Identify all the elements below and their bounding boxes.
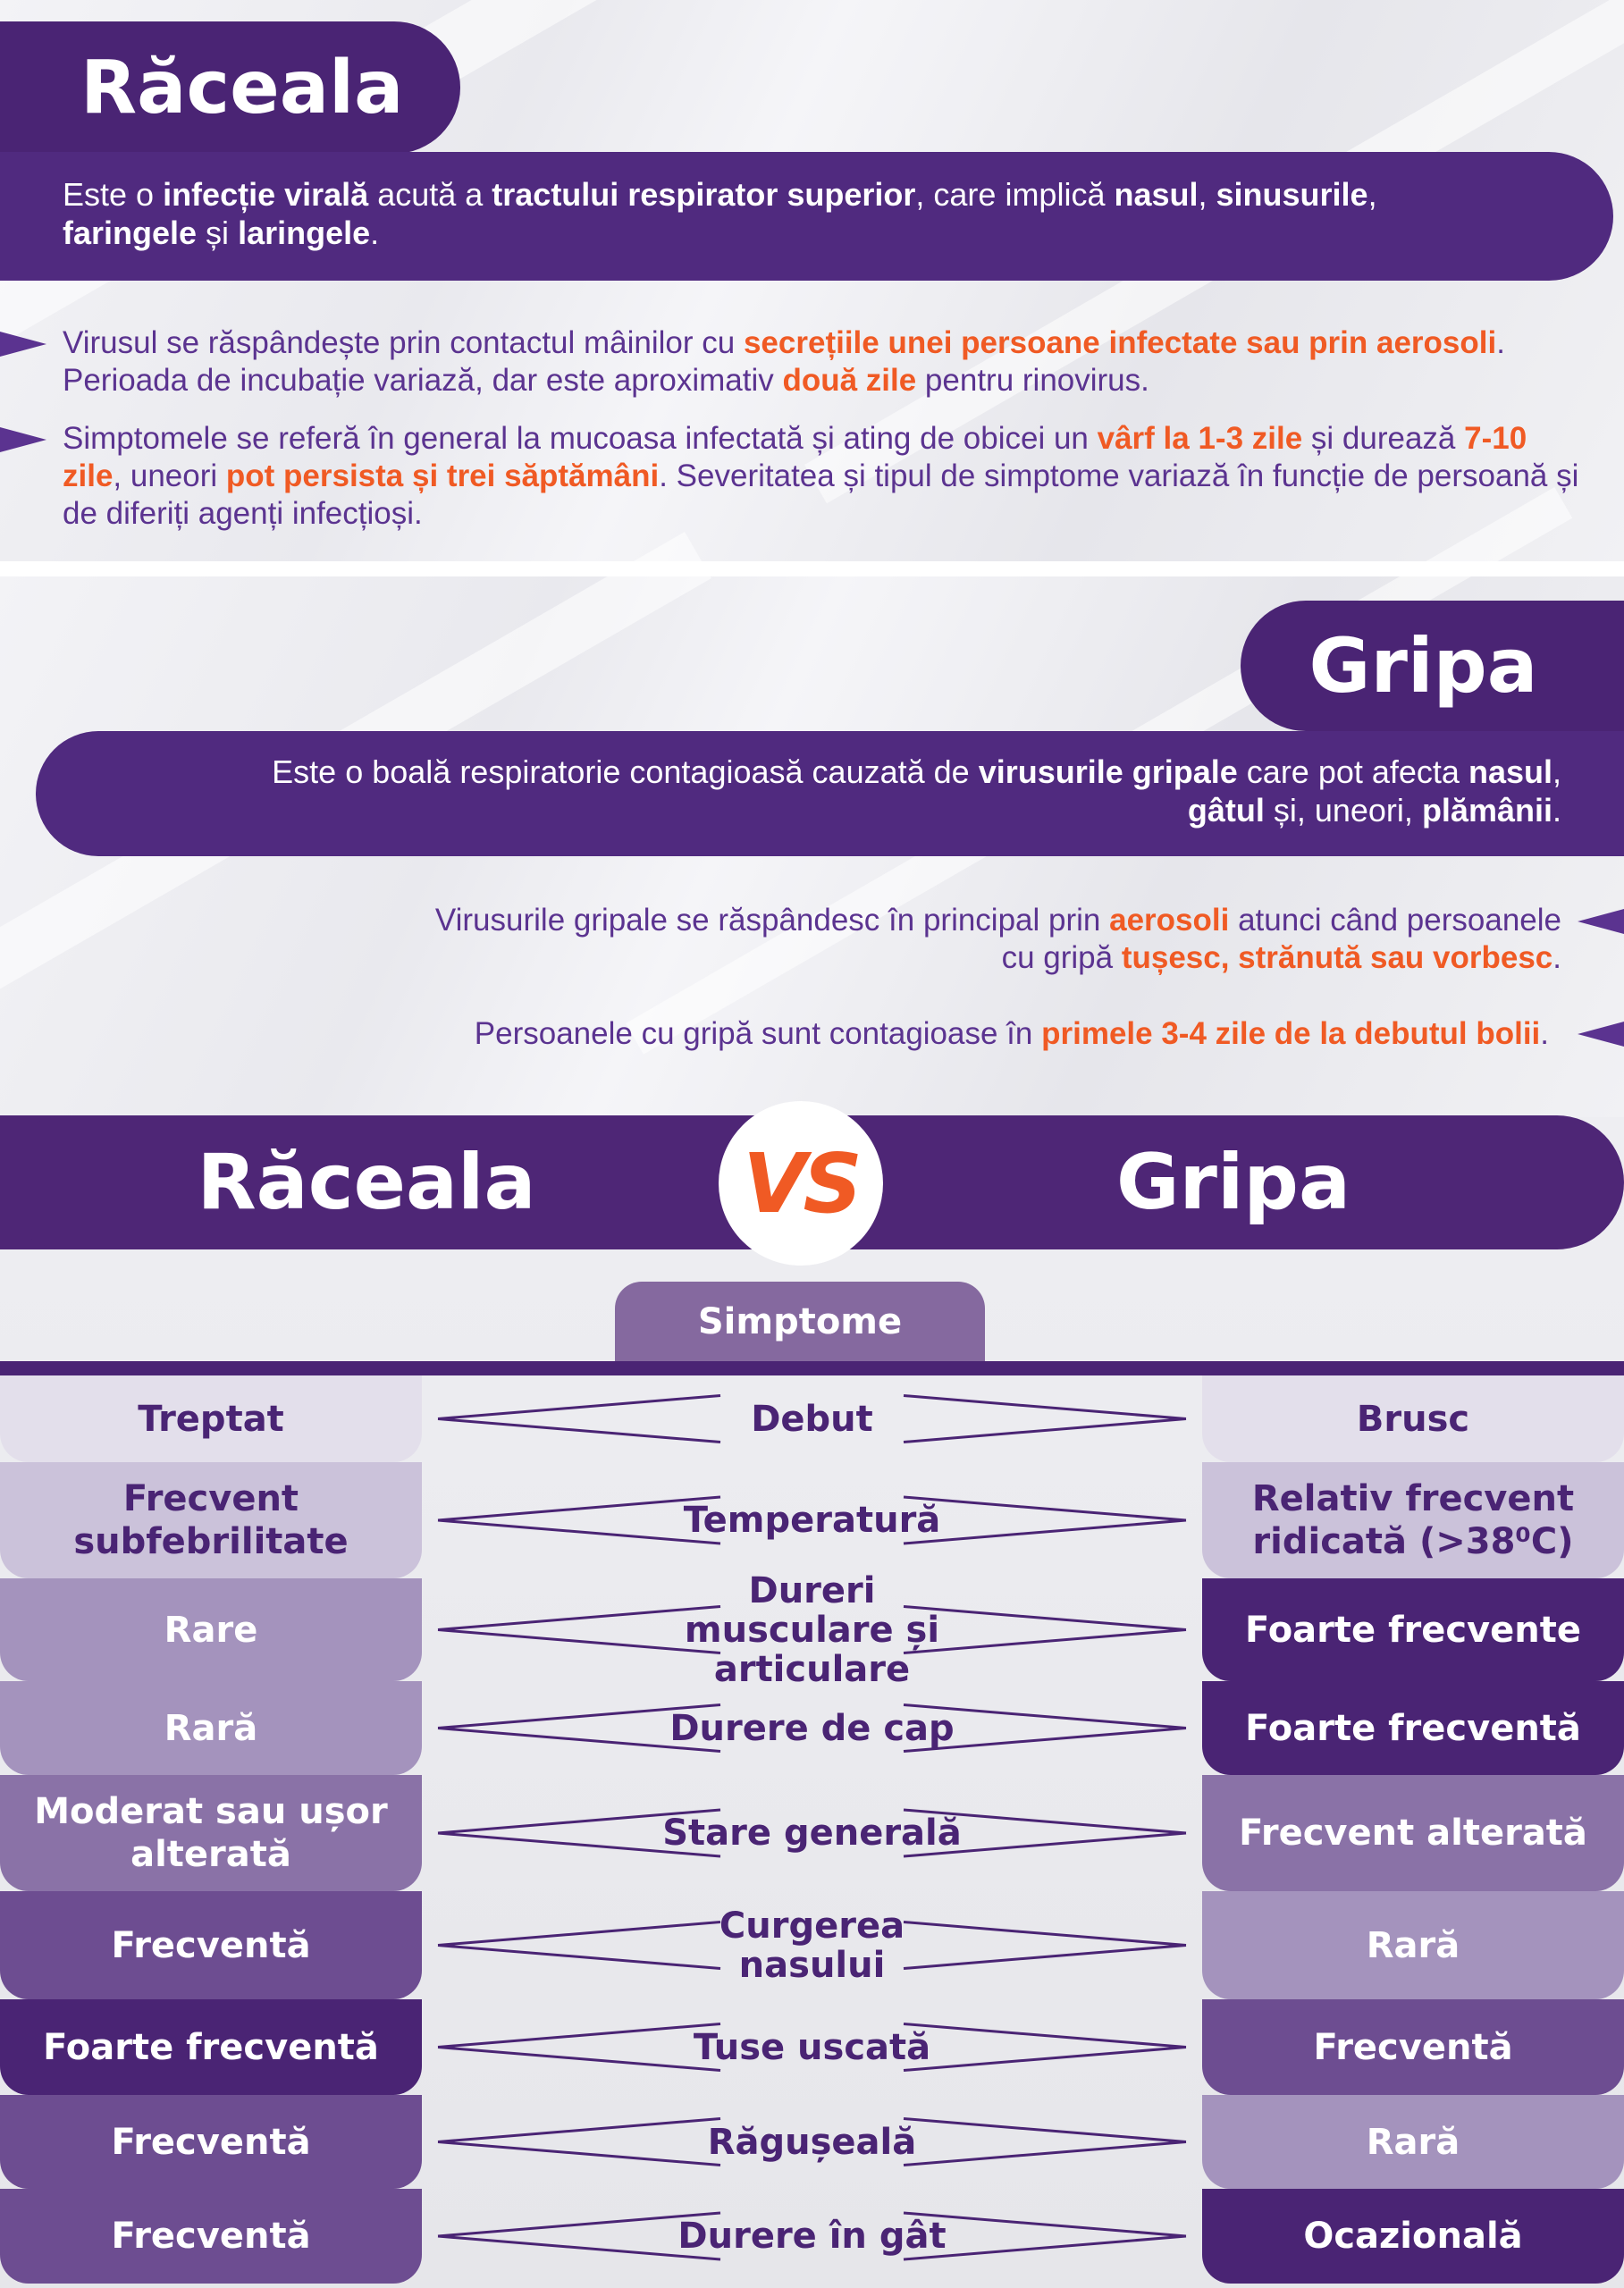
raceala-value: Foarte frecventă [0, 1999, 422, 2095]
symptom-label: Temperatură [683, 1500, 941, 1541]
gripa-value: Relativ frecvent ridicată (>38⁰C) [1202, 1462, 1624, 1578]
symptom-label: Durere în gât [677, 2216, 947, 2257]
bullet-arrow-icon [0, 332, 46, 357]
raceala-title [0, 21, 460, 154]
raceala-value: Rară [0, 1681, 422, 1775]
gripa-value: Rară [1202, 1891, 1624, 1999]
bullet-arrow-icon [1578, 1022, 1624, 1047]
symptom-label: Debut [751, 1398, 873, 1440]
symptom-label: Răgușeală [707, 2121, 917, 2163]
raceala-definition: Este o infecție virală acută a tractului respirator superior, care implică nasul, sinusurile, faringele și laringele. [0, 152, 1613, 281]
gripa-value: Ocazională [1202, 2189, 1624, 2284]
bullet-arrow-icon [1578, 909, 1624, 934]
gripa-transmission-text: Virusurile gripale se răspândesc în principal prin aerosoli atunci când persoanele cu gripă tușesc, strănută sau vorbesc. [434, 903, 1561, 975]
vs-badge [719, 1101, 883, 1266]
raceala-value: Frecventă [0, 2189, 422, 2284]
gripa-value: Frecventă [1202, 1999, 1624, 2095]
vs-text: VS [743, 1135, 859, 1232]
table-top-rule [0, 1361, 1624, 1375]
compare-right-title: Gripa [1115, 1138, 1351, 1227]
raceala-value: Frecventă [0, 2095, 422, 2189]
gripa-value: Foarte frecventă [1202, 1681, 1624, 1775]
raceala-transmission-text: Virusul se răspândește prin contactul mâinilor cu secrețiile unei persoane infectate sau prin aerosoli. Perioada de incubație variază, dar este aproximativ două zile pentru rinovirus. [63, 325, 1505, 398]
raceala-title-text: Răceala [80, 45, 404, 130]
bullet-arrow-icon [0, 427, 46, 452]
symptom-label: Tuse uscată [693, 2026, 931, 2068]
gripa-contagious-text: Persoanele cu gripă sunt contagioase în primele 3-4 zile de la debutul bolii. [474, 1016, 1549, 1051]
compare-left-title: Răceala [197, 1138, 536, 1227]
raceala-value: Frecventă [0, 1891, 422, 1999]
symptom-label: Stare generală [662, 1813, 962, 1854]
raceala-value: Frecvent subfebrilitate [0, 1462, 422, 1578]
symptom-label: Dureri musculare și articulare [684, 1569, 940, 1690]
raceala-value: Treptat [0, 1375, 422, 1462]
gripa-value: Brusc [1202, 1375, 1624, 1462]
gripa-value: Foarte frecvente [1202, 1578, 1624, 1681]
gripa-definition: Este o boală respiratorie contagioasă cauzată de virusurile gripale care pot afecta nasul, gâtul și, uneori, plămânii. [36, 731, 1624, 856]
symptoms-tab [615, 1282, 985, 1362]
gripa-title-text: Gripa [1308, 622, 1538, 710]
raceala-symptoms-text: Simptomele se referă în general la mucoasa infectată și ating de obicei un vârf la 1-3 zile și durează 7-10 zile, uneori pot persista și trei săptămâni. Severitatea și tipul de simptome variază în funcție de persoană și de diferiți agenți infecțioși. [63, 421, 1579, 531]
raceala-value: Moderat sau ușor alterată [0, 1775, 422, 1891]
gripa-value: Rară [1202, 2095, 1624, 2189]
symptom-label: Curgerea nasului [719, 1905, 905, 1986]
symptoms-tab-label: Simptome [697, 1301, 903, 1342]
raceala-value: Rare [0, 1578, 422, 1681]
gripa-value: Frecvent alterată [1202, 1775, 1624, 1891]
symptom-label: Durere de cap [669, 1707, 955, 1749]
gripa-title [1241, 601, 1624, 731]
